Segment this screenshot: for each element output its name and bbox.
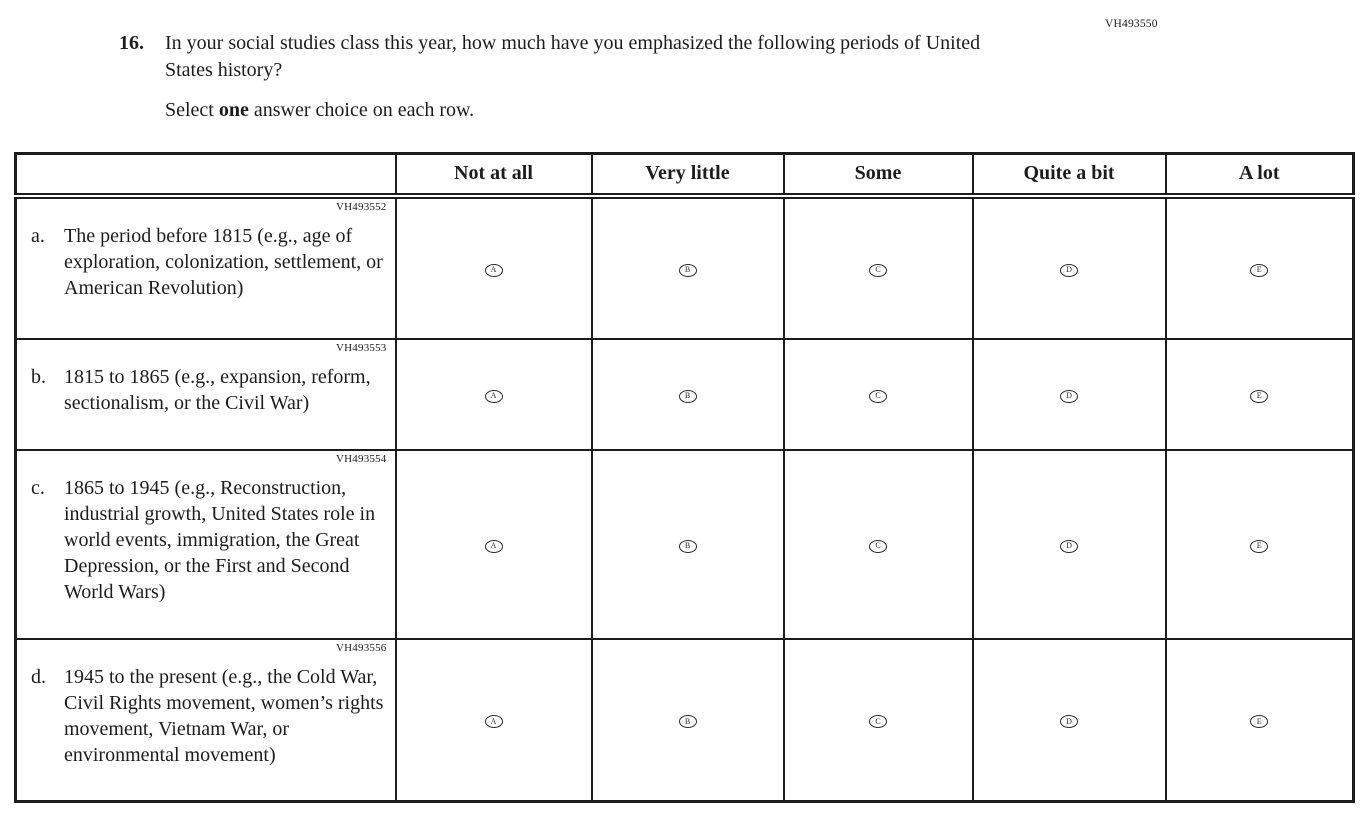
row-c-text: 1865 to 1945 (e.g., Reconstruction, industrial growth, United States role in world events, immigration, the Great Depression, or the First and Second World Wars): [64, 476, 376, 603]
page-code: VH493550: [1105, 18, 1158, 30]
row-c-option-B[interactable]: B: [679, 540, 697, 553]
row-a-stem: [16, 196, 396, 339]
row-d-code: VH493556: [336, 641, 387, 654]
row-a-option-D[interactable]: D: [1060, 264, 1078, 277]
row-b-letter: b.: [31, 365, 46, 388]
row-b-stem: [16, 339, 396, 450]
column-header-quite-a-bit: Quite a bit: [973, 154, 1166, 196]
row-a-code: VH493552: [336, 200, 387, 213]
row-c-option-D[interactable]: D: [1060, 540, 1078, 553]
row-d-option-A[interactable]: A: [485, 715, 503, 728]
row-c-stem: [16, 450, 396, 639]
table-row-c: [16, 450, 1354, 639]
table-row-a: [16, 196, 1354, 339]
row-b-option-A[interactable]: A: [485, 390, 503, 403]
table-row-d: [16, 639, 1354, 802]
row-d-stem: [16, 639, 396, 802]
row-b-option-B[interactable]: B: [679, 390, 697, 403]
instruction-prefix: Select: [165, 99, 219, 121]
row-c-option-A[interactable]: A: [485, 540, 503, 553]
row-c-code: VH493554: [336, 452, 387, 465]
column-header-very-little: Very little: [592, 154, 784, 196]
row-a-option-A[interactable]: A: [485, 264, 503, 277]
question-block: [119, 30, 1025, 84]
question-number: 16.: [119, 32, 144, 54]
row-d-option-D[interactable]: D: [1060, 715, 1078, 728]
row-d-option-E[interactable]: E: [1250, 715, 1268, 728]
row-c-option-C[interactable]: C: [869, 540, 887, 553]
column-header-some: Some: [784, 154, 973, 196]
header-row: [16, 154, 1354, 196]
row-b-option-E[interactable]: E: [1250, 390, 1268, 403]
row-a-text: The period before 1815 (e.g., age of exploration, colonization, settlement, or American Revolution): [64, 224, 383, 299]
row-c-letter: c.: [31, 476, 45, 499]
row-a-letter: a.: [31, 224, 45, 247]
question-text: In your social studies class this year, how much have you emphasized the following periods of United States history?: [165, 32, 981, 81]
table-row-b: [16, 339, 1354, 450]
row-c-option-E[interactable]: E: [1250, 540, 1268, 553]
header-stem-empty: [16, 154, 396, 196]
row-d-text: 1945 to the present (e.g., the Cold War, Civil Rights movement, women’s rights movement, Vietnam War, or environmental movement): [64, 665, 384, 766]
row-d-letter: d.: [31, 665, 46, 688]
row-b-option-D[interactable]: D: [1060, 390, 1078, 403]
row-a-option-C[interactable]: C: [869, 264, 887, 277]
column-header-not-at-all: Not at all: [396, 154, 592, 196]
row-a-option-B[interactable]: B: [679, 264, 697, 277]
row-d-option-B[interactable]: B: [679, 715, 697, 728]
instruction-suffix: answer choice on each row.: [248, 99, 475, 121]
row-b-code: VH493553: [336, 341, 387, 354]
row-b-text: 1815 to 1865 (e.g., expansion, reform, sectionalism, or the Civil War): [64, 365, 371, 414]
row-d-option-C[interactable]: C: [869, 715, 887, 728]
question-instruction: [165, 97, 474, 124]
column-header-a-lot: A lot: [1166, 154, 1354, 196]
instruction-bold-word: one: [218, 99, 249, 121]
row-a-option-E[interactable]: E: [1250, 264, 1268, 277]
answer-matrix-table: [14, 152, 1355, 803]
row-b-option-C[interactable]: C: [869, 390, 887, 403]
